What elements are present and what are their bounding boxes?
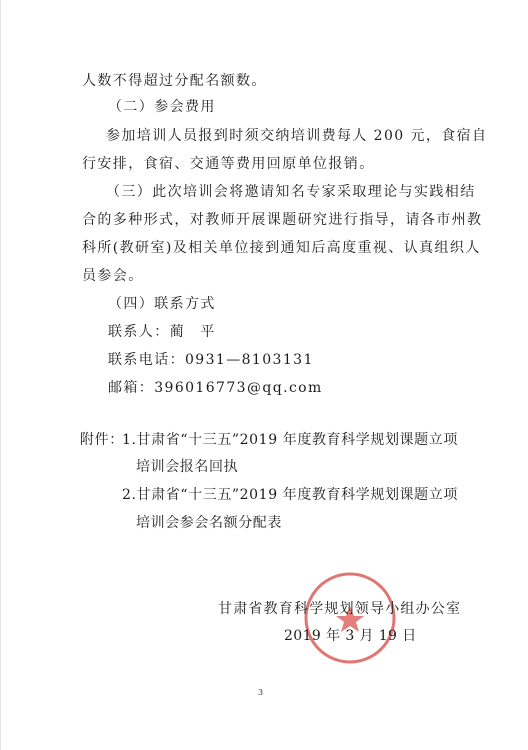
paragraph-line: 参加培训人员报到时须交纳培训费每人 200 元，食宿自 [106,128,488,144]
paragraph-line: 人数不得超过分配名额数。 [82,73,267,89]
attachments-label: 附件： [80,432,124,448]
contact-email: 邮箱：396016773@qq.com [108,380,323,396]
paragraph-line: 行安排，食宿、交通等费用回原单位报销。 [82,156,375,172]
paragraph-line: 科所(教研室)及相关单位接到通知后高度重视、认真组织人 [82,240,481,256]
contact-phone: 联系电话：0931—8103131 [108,352,314,368]
page-number: 3 [258,688,264,697]
issuer-name: 甘肃省教育科学规划领导小组办公室 [218,601,462,617]
attachment-item-2-cont: 培训会参会名额分配表 [136,515,282,531]
section-heading-fees: （二）参会费用 [108,99,216,115]
paragraph-line: 员参会。 [82,268,144,284]
issue-date: 2019 年 3 月 19 日 [284,628,417,644]
paragraph-line: （三）此次培训会将邀请知名专家采取理论与实践相结 [106,184,476,200]
attachment-item-1: 1.甘肃省“十三五”2019 年度教育科学规划课题立项 [122,432,458,448]
attachment-item-1-cont: 培训会报名回执 [136,459,239,475]
attachment-item-2: 2.甘肃省“十三五”2019 年度教育科学规划课题立项 [122,487,458,503]
contact-person: 联系人：蔺 平 [108,324,216,340]
section-heading-contact: （四）联系方式 [108,296,216,312]
official-seal [302,570,398,666]
paragraph-line: 合的多种形式，对教师开展课题研究进行指导，请各市州教 [82,212,483,228]
